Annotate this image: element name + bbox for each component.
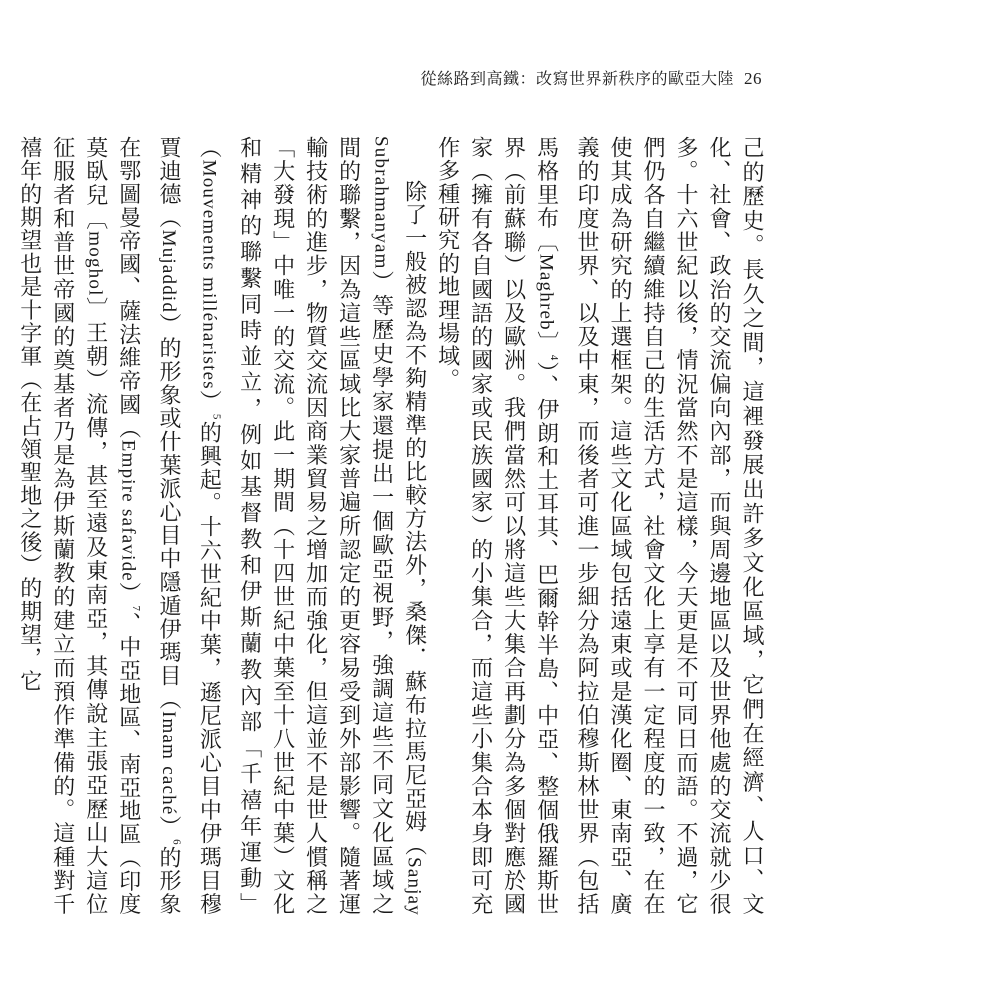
text-run: 除了一般被認為不夠精準的比較方法外，桑傑．蘇布拉馬尼亞姆（ bbox=[401, 180, 427, 858]
text-run: 、中亞地區、南亞地區（印度莫臥兒〔 bbox=[82, 136, 141, 916]
text-run: ） bbox=[196, 389, 222, 414]
latin-term: Empire safavide bbox=[117, 439, 139, 582]
text-run: ）等歷史學家還提出一個歐亞視野，強調這些不同文化區域之間的聯繫，因為這些區域比大家普遍所認定的更容易受到外部影響。隨著運輸技術的進步，物質交流因商業貿易之增加而強化，但這並不是世人慣稱之「大發現」中唯一的交流。此一期間（十四世紀中葉至十八世紀中葉）文化和精神的聯繫同時並立，例如基督教和伊斯蘭教內部「千禧年運動」（ bbox=[196, 136, 394, 916]
latin-term: Sanjay Subrahmanyam bbox=[370, 136, 425, 916]
text-run: 己的歷史。長久之間，這裡發展出許多文化區域，它們在經濟、人口、文化、社會、政治的交流偏向內部，而與周邊地區以及世界他處的交流就少很多。十六世紀以後，情況當然不是這樣，今天更是不可同日而語。不過，它們仍各自繼續維持自己的生活方式，社會文化上享有一定程度的一致，在在使其成為研究的上選框架。這些文化區域包括遠東或是漢化圈、東南亞、廣義的印度世界、以及中東，而後者可進一步細分為阿拉伯穆斯林世界（包括馬格里布〔 bbox=[533, 136, 764, 916]
latin-term: moghol bbox=[84, 231, 106, 297]
text-run: ） bbox=[156, 815, 182, 840]
text-run: 的興起。十六世紀中葉，遜尼派心目中伊瑪目穆賈迪德（ bbox=[156, 136, 222, 917]
running-header bbox=[420, 66, 762, 89]
footnote-marker: 7 bbox=[130, 605, 143, 613]
latin-term: Mujaddid bbox=[158, 229, 180, 314]
footnote-marker: 4 bbox=[548, 354, 560, 362]
text-run: 〕 bbox=[533, 330, 559, 355]
text-run: 〕王朝）流傳，甚至遠及東南亞，其傳說主張亞歷山大這位征服者和普世帝國的奠基者乃是為伊斯蘭教的建立而預作準備的。這種對千禧年的期望也是十字軍（在占領聖地之後）的期望，它 bbox=[16, 136, 108, 916]
latin-term: Maghreb bbox=[535, 253, 557, 331]
text-run: 的形象在鄂圖曼帝國、薩法維帝國（ bbox=[115, 136, 182, 916]
paragraph bbox=[13, 136, 431, 916]
text-run: ） bbox=[115, 581, 141, 606]
latin-term: Imam caché bbox=[158, 711, 180, 816]
page-number: 26 bbox=[744, 69, 762, 88]
latin-term: Mouvements millénaristes bbox=[198, 159, 220, 390]
footnote-marker: 5 bbox=[210, 413, 223, 421]
text-run: ）的形象或什葉派心目中隱遁伊瑪目（ bbox=[156, 313, 182, 711]
body-text bbox=[16, 136, 768, 917]
paragraph bbox=[431, 136, 768, 916]
footnote-marker: 6 bbox=[170, 839, 183, 846]
book-title: 從絲路到高鐵：改寫世界新秩序的歐亞大陸 bbox=[420, 69, 734, 88]
text-run: ）、伊朗和土耳其、巴爾幹半島、中亞、整個俄羅斯世界（前蘇聯）以及歐洲。我們當然可以將這些大集合再劃分為多個對應於國家（擁有各自國語的國家或民族國家）的小集合，而這些小集合本身即可充作多種研究的地理場域。 bbox=[434, 136, 559, 917]
